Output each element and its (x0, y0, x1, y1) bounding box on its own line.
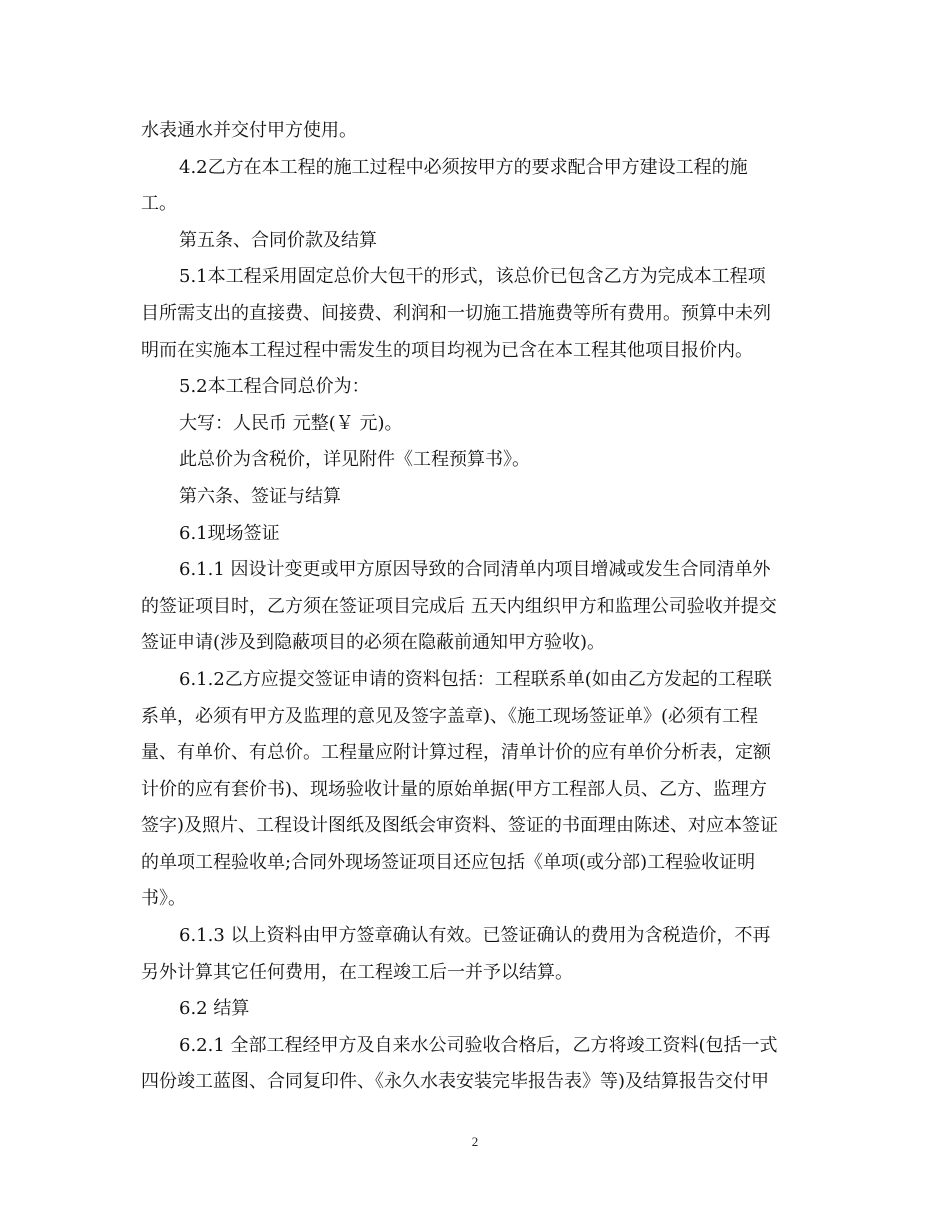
text-line: 6.1.1 因设计变更或甲方原因导致的合同清单内项目增减或发生合同清单外 (179, 559, 771, 581)
text-line: 6.1.3 以上资料由甲方签章确认有效。已签证确认的费用为含税造价，不再 (179, 925, 771, 947)
text-line: 的单项工程验收单;合同外现场签证项目还应包括《单项(或分部)工程验收证明 (141, 851, 756, 873)
text-line: 签字)及照片、工程设计图纸及图纸会审资料、签证的书面理由陈述、对应本签证 (141, 815, 779, 837)
text-line: 工。 (141, 193, 177, 215)
text-line: 四份竣工蓝图、合同复印件、《永久水表安装完毕报告表》等)及结算报告交付甲 (141, 1071, 770, 1093)
text-line: 5.1本工程采用固定总价大包干的形式，该总价已包含乙方为完成本工程项 (179, 266, 766, 288)
text-line: 系单，必须有甲方及监理的意见及签字盖章)、《施工现场签证单》(必须有工程 (141, 705, 759, 727)
text-line: 目所需支出的直接费、间接费、利润和一切施工措施费等所有费用。预算中未列 (141, 302, 771, 324)
text-line: 书》。 (141, 888, 186, 910)
text-line: 6.1现场签证 (179, 522, 280, 544)
text-line: 第五条、合同价款及结算 (179, 229, 377, 251)
text-line: 6.1.2乙方应提交签证申请的资料包括：工程联系单(如由乙方发起的工程联 (179, 668, 772, 690)
text-line: 6.2 结算 (179, 998, 250, 1020)
text-line: 计价的应有套价书)、现场验收计量的原始单据(甲方工程部人员、乙方、监理方 (141, 778, 768, 800)
text-line: 第六条、签证与结算 (179, 485, 341, 507)
text-line: 此总价为含税价，详见附件《工程预算书》。 (179, 449, 530, 471)
text-line: 水表通水并交付甲方使用。 (141, 120, 357, 141)
document-body (141, 113, 813, 1101)
text-line: 大写：人民币 元整(￥ 元)。 (179, 412, 403, 434)
text-line: 4.2乙方在本工程的施工过程中必须按甲方的要求配合甲方建设工程的施 (179, 156, 748, 178)
text-line: 的签证项目时，乙方须在签证项目完成后 五天内组织甲方和监理公司验收并提交 (141, 595, 777, 617)
text-line: 签证申请(涉及到隐蔽项目的必须在隐蔽前通知甲方验收)。 (141, 632, 606, 654)
text-line: 明而在实施本工程过程中需发生的项目均视为已含在本工程其他项目报价内。 (141, 339, 753, 361)
text-line: 5.2本工程合同总价为： (179, 376, 370, 398)
text-line: 量、有单价、有总价。工程量应附计算过程，清单计价的应有单价分析表，定额 (141, 742, 771, 764)
page-number: 2 (471, 1134, 479, 1149)
text-line: 另外计算其它任何费用，在工程竣工后一并予以结算。 (141, 961, 573, 983)
text-line: 6.2.1 全部工程经甲方及自来水公司验收合格后，乙方将竣工资料(包括一式 (179, 1034, 778, 1056)
